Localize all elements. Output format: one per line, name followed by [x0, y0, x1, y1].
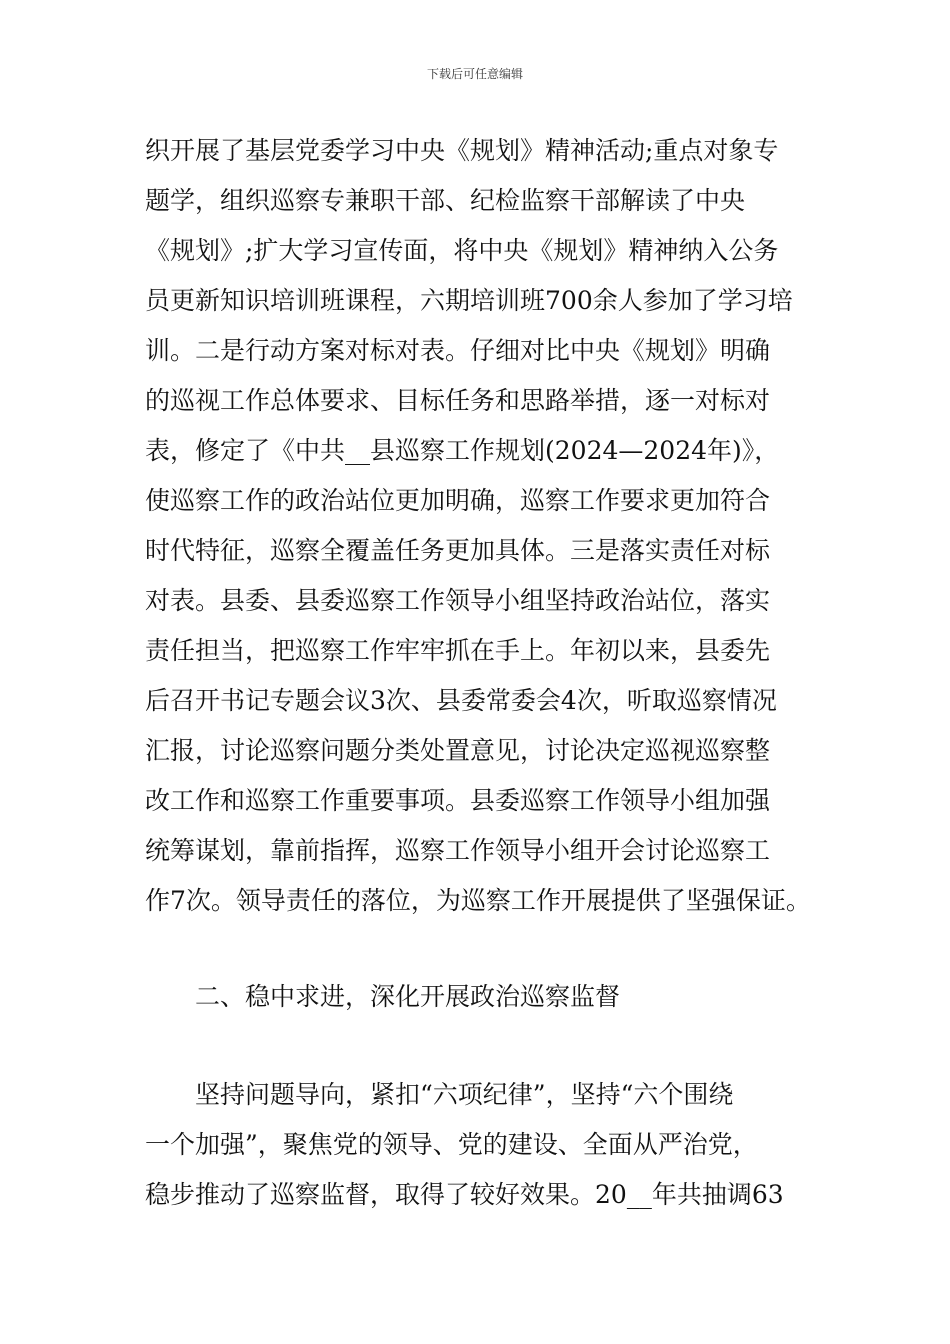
paragraph-line: 表，修定了《中共__县巡察工作规划(2024—2024年)》，	[145, 436, 780, 465]
paragraph-1	[145, 126, 825, 926]
paragraph-line: 员更新知识培训班课程，六期培训班700余人参加了学习培	[145, 286, 793, 315]
paragraph-line: 对表。县委、县委巡察工作领导小组坚持政治站位，落实	[145, 586, 771, 615]
paragraph-line: 《规划》;扩大学习宣传面，将中央《规划》精神纳入公务	[145, 236, 779, 265]
paragraph-line: 时代特征，巡察全覆盖任务更加具体。三是落实责任对标	[145, 536, 771, 565]
paragraph-line: 后召开书记专题会议3次、县委常委会4次，听取巡察情况	[145, 686, 777, 715]
paragraph-2	[145, 1070, 825, 1220]
paragraph-line: 训。二是行动方案对标对表。仔细对比中央《规划》明确	[145, 336, 771, 365]
paragraph-line: 统筹谋划，靠前指挥，巡察工作领导小组开会讨论巡察工	[145, 836, 771, 865]
paragraph-line: 稳步推动了巡察监督，取得了较好效果。20__年共抽调63	[145, 1180, 784, 1209]
paragraph-line: 织开展了基层党委学习中央《规划》精神活动;重点对象专	[145, 136, 779, 165]
paragraph-line: 责任担当，把巡察工作牢牢抓在手上。年初以来，县委先	[145, 636, 771, 665]
page-header: 下载后可任意编辑	[426, 67, 523, 81]
paragraph-line: 使巡察工作的政治站位更加明确，巡察工作要求更加符合	[145, 486, 771, 515]
paragraph-line: 题学，组织巡察专兼职干部、纪检监察干部解读了中央	[145, 186, 746, 215]
paragraph-line: 的巡视工作总体要求、目标任务和思路举措，逐一对标对	[145, 386, 771, 415]
paragraph-line: 汇报，讨论巡察问题分类处置意见，讨论决定巡视巡察整	[145, 736, 771, 765]
paragraph-line: 改工作和巡察工作重要事项。县委巡察工作领导小组加强	[145, 786, 771, 815]
paragraph-line: 一个加强”，聚焦党的领导、党的建设、全面从严治党，	[145, 1130, 758, 1159]
section-heading: 二、稳中求进，深化开展政治巡察监督	[195, 982, 621, 1011]
paragraph-line: 坚持问题导向，紧扣“六项纪律”，坚持“六个围绕	[195, 1080, 734, 1109]
paragraph-line: 作7次。领导责任的落位，为巡察工作开展提供了坚强保证。	[145, 886, 811, 915]
